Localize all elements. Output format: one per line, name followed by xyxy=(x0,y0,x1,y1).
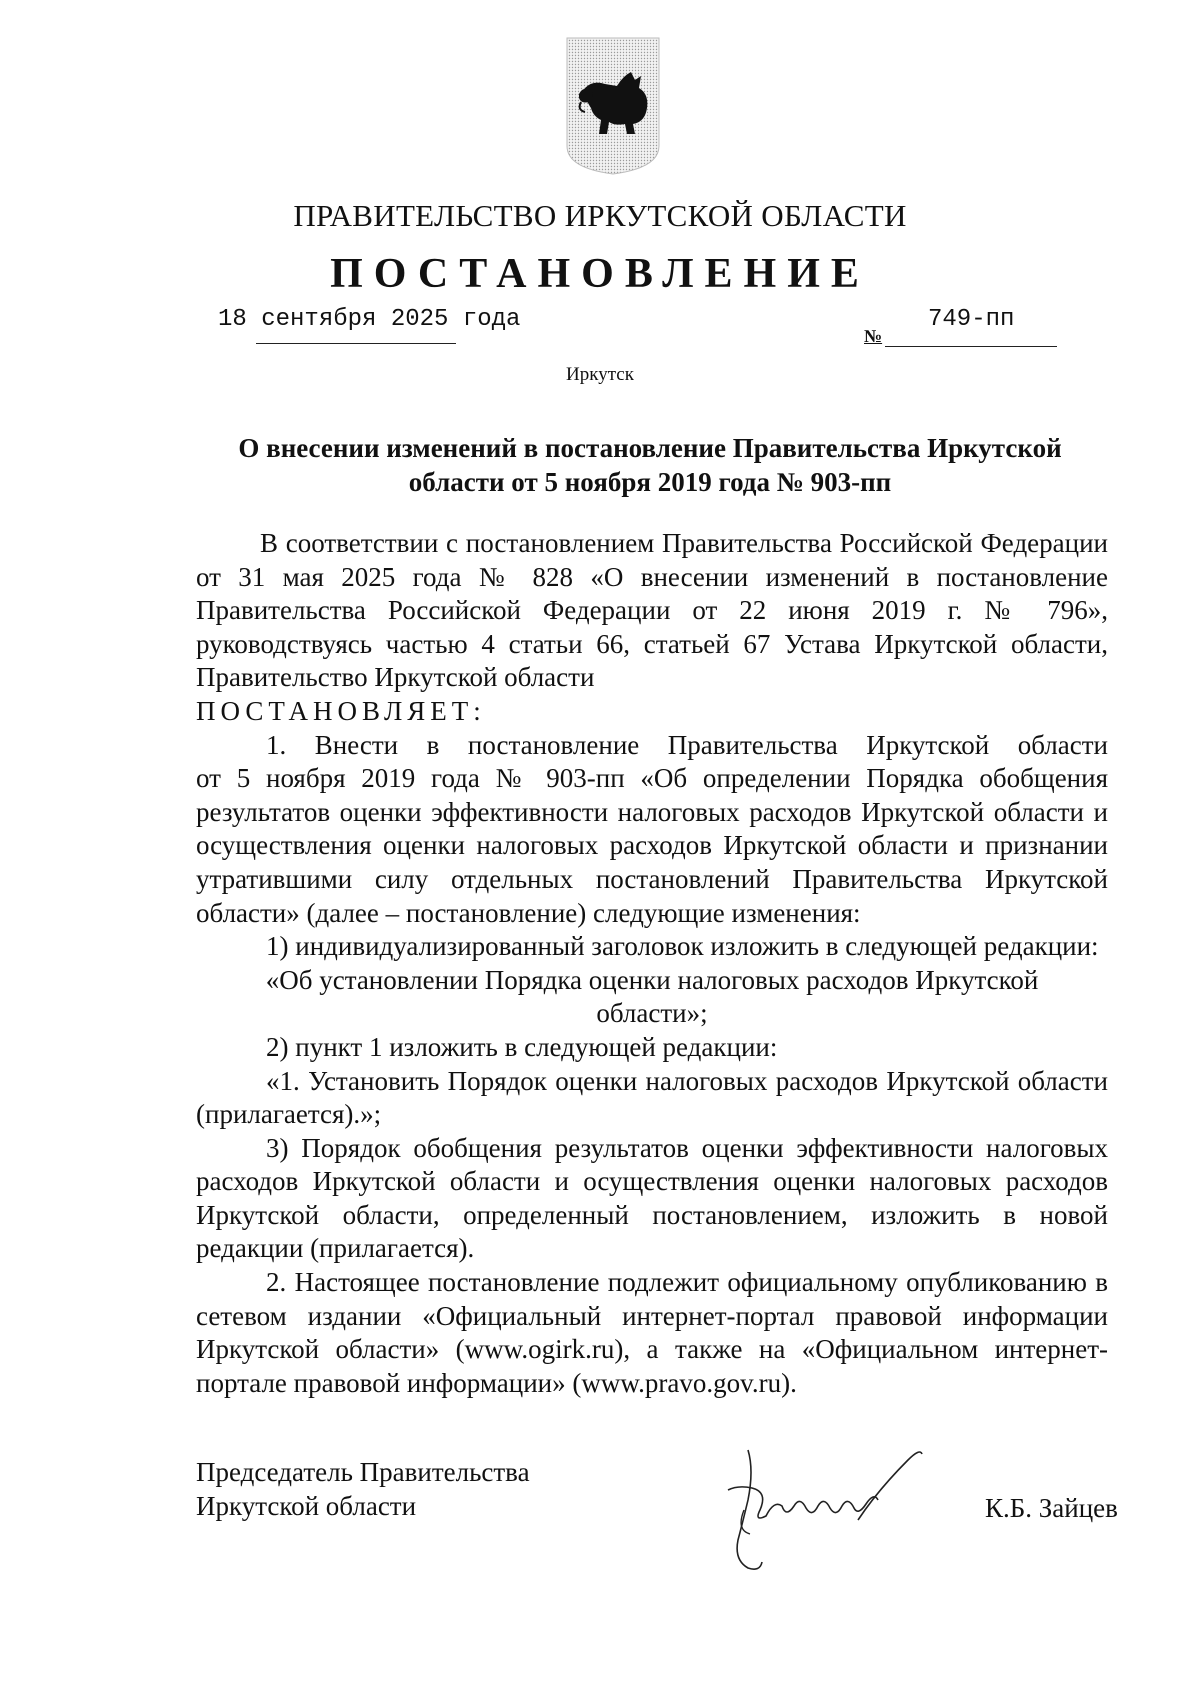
body-line: утратившими силу отдельных постановлений Правительства Иркутской xyxy=(196,863,1108,894)
body-line: 3) Порядок обобщения результатов оценки эффективности налоговых xyxy=(266,1132,1108,1163)
organization-name: ПРАВИТЕЛЬСТВО ИРКУТСКОЙ ОБЛАСТИ xyxy=(293,198,907,233)
body-line: результатов оценки эффективности налоговых расходов Иркутской области и xyxy=(196,796,1108,827)
body-line: Иркутской области, определенный постановлением, изложить в новой xyxy=(196,1199,1108,1230)
number-sign: № xyxy=(864,326,883,346)
document-body xyxy=(196,527,1108,1400)
body-line: сетевом издании «Официальный интернет-портал правовой информации xyxy=(196,1300,1108,1331)
body-line: Иркутской области» (www.ogirk.ru), а также на «Официальном интернет- xyxy=(196,1334,1108,1365)
body-line: 1. Внести в постановление Правительства Иркутской области xyxy=(266,729,1108,760)
body-line: от 31 мая 2025 года № 828 «О внесении изменений в постановление xyxy=(196,561,1108,592)
body-line: руководствуясь частью 4 статьи 66, статьей 67 Устава Иркутской области, xyxy=(196,628,1108,659)
body-line: 2. Настоящее постановление подлежит официальному опубликованию в xyxy=(266,1267,1108,1298)
body-line: области» (далее – постановление) следующие изменения: xyxy=(196,897,861,928)
quote-line: области»; xyxy=(596,998,708,1029)
document-type: ПОСТАНОВЛЕНИЕ xyxy=(330,251,870,297)
body-line: 1) индивидуализированный заголовок изложить в следующей редакции: xyxy=(266,931,1099,962)
body-line: редакции (прилагается). xyxy=(196,1233,475,1264)
body-line: от 5 ноября 2019 года № 903-пп «Об определении Порядка обобщения xyxy=(196,763,1108,794)
body-line: Правительство Иркутской области xyxy=(196,662,595,693)
document-city: Иркутск xyxy=(566,364,634,385)
signatory-name: К.Б. Зайцев xyxy=(985,1493,1118,1523)
number-underline xyxy=(885,346,1057,347)
date-underline xyxy=(256,343,456,344)
document-date: 18 сентября 2025 года xyxy=(218,306,521,333)
quote-line: «Об установлении Порядка оценки налоговых расходов Иркутской xyxy=(265,964,1039,995)
coat-of-arms-emblem xyxy=(565,36,661,176)
body-line: В соответствии с постановлением Правительства Российской Федерации xyxy=(260,528,1108,558)
handwritten-signature xyxy=(708,1430,948,1580)
signatory-position xyxy=(196,1455,530,1523)
document-title xyxy=(190,431,1110,499)
body-line: расходов Иркутской области и осуществления оценки налоговых расходов xyxy=(196,1166,1108,1197)
document-number: 749-пп xyxy=(928,306,1015,333)
quote-line: «1. Установить Порядок оценки налоговых расходов Иркутской области xyxy=(266,1065,1108,1096)
title-line: области от 5 ноября 2019 года № 903-пп xyxy=(408,467,892,497)
body-line: 2) пункт 1 изложить в следующей редакции: xyxy=(266,1031,778,1062)
body-line: портале правовой информации» (www.pravo.gov.ru). xyxy=(196,1367,797,1398)
body-line: Правительства Российской Федерации от 22 июня 2019 г. № 796», xyxy=(196,595,1108,626)
position-line: Председатель Правительства xyxy=(196,1457,530,1487)
body-line: осуществления оценки налоговых расходов Иркутской области и признании xyxy=(196,830,1108,861)
resolves-heading: ПОСТАНОВЛЯЕТ: xyxy=(196,695,486,726)
quote-line: (прилагается).»; xyxy=(196,1099,382,1130)
title-line: О внесении изменений в постановление Правительства Иркутской xyxy=(238,433,1062,463)
position-line: Иркутской области xyxy=(196,1491,417,1521)
